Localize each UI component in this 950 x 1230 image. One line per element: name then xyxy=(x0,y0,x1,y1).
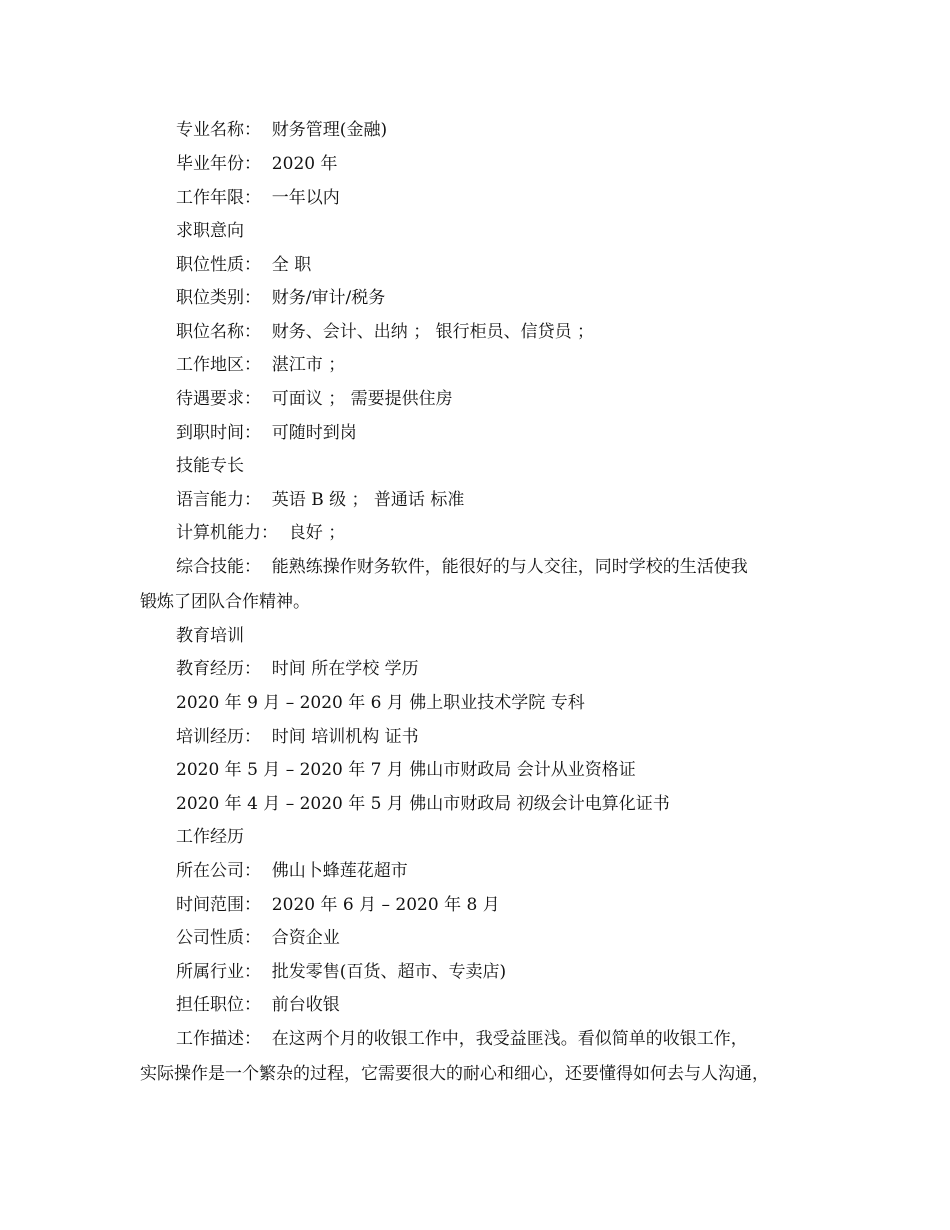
training-header-line: 培训经历： 时间 培训机构 证书 xyxy=(176,727,419,747)
education-entry: 2020 年 9 月 – 2020 年 6 月 佛上职业技术学院 专科 xyxy=(176,693,585,713)
major-line: 专业名称： 财务管理(金融) xyxy=(176,120,388,140)
job-nature-line: 职位性质： 全 职 xyxy=(176,255,312,275)
time-range-line: 时间范围： 2020 年 6 月 – 2020 年 8 月 xyxy=(176,895,500,915)
company-type-line: 公司性质： 合资企业 xyxy=(176,928,340,948)
section-work-experience: 工作经历 xyxy=(176,827,244,847)
section-skills: 技能专长 xyxy=(176,456,244,476)
training-entry-2: 2020 年 4 月 – 2020 年 5 月 佛山市财政局 初级会计电算化证书 xyxy=(176,794,670,814)
education-header-line: 教育经历： 时间 所在学校 学历 xyxy=(176,659,419,679)
start-time-line: 到职时间： 可随时到岗 xyxy=(176,423,357,443)
computer-skill-line: 计算机能力： 良好 ； xyxy=(176,523,346,543)
graduation-year-line: 毕业年份： 2020 年 xyxy=(176,154,338,174)
work-area-line: 工作地区： 湛江市 ； xyxy=(176,355,346,375)
industry-line: 所属行业： 批发零售(百货、超市、专卖店) xyxy=(176,962,507,982)
general-skill-line-cont: 锻炼了团队合作精神。 xyxy=(140,592,310,612)
work-years-line: 工作年限： 一年以内 xyxy=(176,188,340,208)
section-education: 教育培训 xyxy=(176,626,244,646)
section-job-intention: 求职意向 xyxy=(176,221,244,241)
job-category-line: 职位类别： 财务/审计/税务 xyxy=(176,288,386,308)
general-skill-line: 综合技能： 能熟练操作财务软件，能很好的与人交往，同时学校的生活使我 xyxy=(176,557,748,577)
job-description-line: 工作描述： 在这两个月的收银工作中，我受益匪浅。看似简单的收银工作， xyxy=(176,1029,748,1049)
salary-line: 待遇要求： 可面议 ； 需要提供住房 xyxy=(176,389,453,409)
job-title-line: 职位名称： 财务、会计、出纳 ； 银行柜员、信贷员 ； xyxy=(176,322,595,342)
position-line: 担任职位： 前台收银 xyxy=(176,995,340,1015)
company-line: 所在公司： 佛山卜蜂莲花超市 xyxy=(176,861,408,881)
job-description-line-cont: 实际操作是一个繁杂的过程，它需要很大的耐心和细心，还要懂得如何去与人沟通， xyxy=(140,1064,769,1084)
training-entry-1: 2020 年 5 月 – 2020 年 7 月 佛山市财政局 会计从业资格证 xyxy=(176,760,636,780)
language-line: 语言能力： 英语 B 级 ； 普通话 标准 xyxy=(176,490,465,510)
